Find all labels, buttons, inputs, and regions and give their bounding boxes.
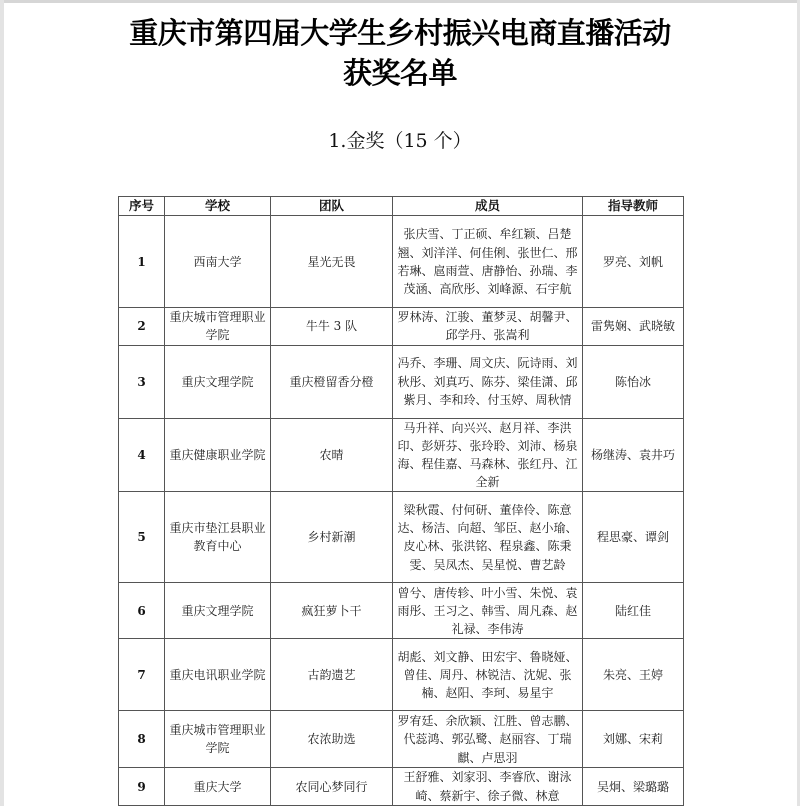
table-row — [119, 216, 684, 308]
header-advisors: 指导教师 — [583, 197, 684, 216]
cell-members: 罗宥廷、余欣颖、江胜、曾志鹏、代蕊鸿、郭弘鹭、赵丽容、丁瑞麒、卢思羽 — [393, 711, 583, 768]
cell-team: 农同心梦同行 — [271, 768, 393, 805]
cell-no: 8 — [119, 711, 165, 768]
cell-no: 6 — [119, 583, 165, 639]
cell-no: 1 — [119, 216, 165, 308]
cell-advisors: 程思豪、谭剑 — [583, 492, 684, 583]
cell-no: 2 — [119, 308, 165, 345]
cell-team: 乡村新潮 — [271, 492, 393, 583]
table-header-row — [119, 197, 684, 216]
cell-team: 农晴 — [271, 418, 393, 492]
header-members: 成员 — [393, 197, 583, 216]
cell-advisors: 罗亮、刘帆 — [583, 216, 684, 308]
cell-team: 星光无畏 — [271, 216, 393, 308]
cell-advisors: 雷隽娴、武晓敏 — [583, 308, 684, 345]
cell-advisors: 陆红佳 — [583, 583, 684, 639]
cell-team: 疯狂萝卜干 — [271, 583, 393, 639]
cell-advisors: 朱亮、王婷 — [583, 639, 684, 711]
cell-school: 重庆电讯职业学院 — [165, 639, 271, 711]
cell-school: 重庆文理学院 — [165, 345, 271, 418]
gold-award-table — [118, 196, 684, 806]
cell-members: 曾兮、唐传轸、叶小雪、朱悦、袁雨彤、王习之、韩雪、周凡森、赵礼禄、李伟涛 — [393, 583, 583, 639]
table-row — [119, 492, 684, 583]
cell-no: 5 — [119, 492, 165, 583]
cell-members: 王舒雅、刘家羽、李睿欣、谢泳崎、蔡新宇、徐子微、林意 — [393, 768, 583, 805]
viewer-left-border — [0, 0, 4, 806]
cell-advisors: 吴炯、梁璐璐 — [583, 768, 684, 805]
cell-team: 牛牛 3 队 — [271, 308, 393, 345]
cell-team: 重庆橙留香分橙 — [271, 345, 393, 418]
table-row — [119, 639, 684, 711]
header-school: 学校 — [165, 197, 271, 216]
header-no: 序号 — [119, 197, 165, 216]
cell-school: 重庆市垫江县职业教育中心 — [165, 492, 271, 583]
table-row — [119, 345, 684, 418]
cell-no: 9 — [119, 768, 165, 805]
table-row — [119, 308, 684, 345]
cell-members: 冯乔、李珊、周文庆、阮诗雨、刘秋彤、刘真巧、陈芬、梁佳潇、邱紫月、李和玲、付玉婷、周秋情 — [393, 345, 583, 418]
cell-no: 3 — [119, 345, 165, 418]
cell-members: 梁秋霞、付何研、董倖伶、陈意达、杨洁、向超、邹臣、赵小瑜、皮心林、张洪铭、程泉鑫、陈秉雯、吴凤杰、吴星悦、曹艺龄 — [393, 492, 583, 583]
cell-no: 4 — [119, 418, 165, 492]
cell-school: 重庆城市管理职业学院 — [165, 711, 271, 768]
section-heading-gold-award: 1.金奖（15 个） — [328, 130, 472, 152]
cell-school: 重庆健康职业学院 — [165, 418, 271, 492]
header-team: 团队 — [271, 197, 393, 216]
table-row — [119, 583, 684, 639]
cell-advisors: 陈怡冰 — [583, 345, 684, 418]
table-row — [119, 418, 684, 492]
table-row — [119, 711, 684, 768]
cell-members: 马升祥、向兴兴、赵月祥、李洪印、彭妍芬、张玲聆、刘沛、杨泉海、程佳嘉、马森林、张红丹、江全新 — [393, 418, 583, 492]
cell-school: 重庆大学 — [165, 768, 271, 805]
cell-members: 胡彪、刘文静、田宏宇、鲁晓娅、曾佳、周丹、林锐洁、沈妮、张楠、赵阳、李珂、易星宇 — [393, 639, 583, 711]
cell-advisors: 刘娜、宋莉 — [583, 711, 684, 768]
cell-members: 张庆雪、丁正硕、牟红颖、吕楚翘、刘洋洋、何佳俐、张世仁、邢若琳、扈雨萱、唐静怡、孙瑞、李茂涵、高欣彤、刘峰源、石宇航 — [393, 216, 583, 308]
document-title-line-1: 重庆市第四届大学生乡村振兴电商直播活动 — [129, 16, 671, 50]
cell-team: 农浓助选 — [271, 711, 393, 768]
cell-team: 古韵遗艺 — [271, 639, 393, 711]
cell-no: 7 — [119, 639, 165, 711]
cell-school: 重庆文理学院 — [165, 583, 271, 639]
document-title-line-2: 获奖名单 — [342, 56, 457, 90]
cell-members: 罗林涛、江骏、董梦灵、胡馨尹、邱学丹、张嵩利 — [393, 308, 583, 345]
table-row — [119, 768, 684, 805]
cell-school: 西南大学 — [165, 216, 271, 308]
cell-school: 重庆城市管理职业学院 — [165, 308, 271, 345]
cell-advisors: 杨继涛、袁井巧 — [583, 418, 684, 492]
viewer-top-border — [0, 0, 800, 3]
